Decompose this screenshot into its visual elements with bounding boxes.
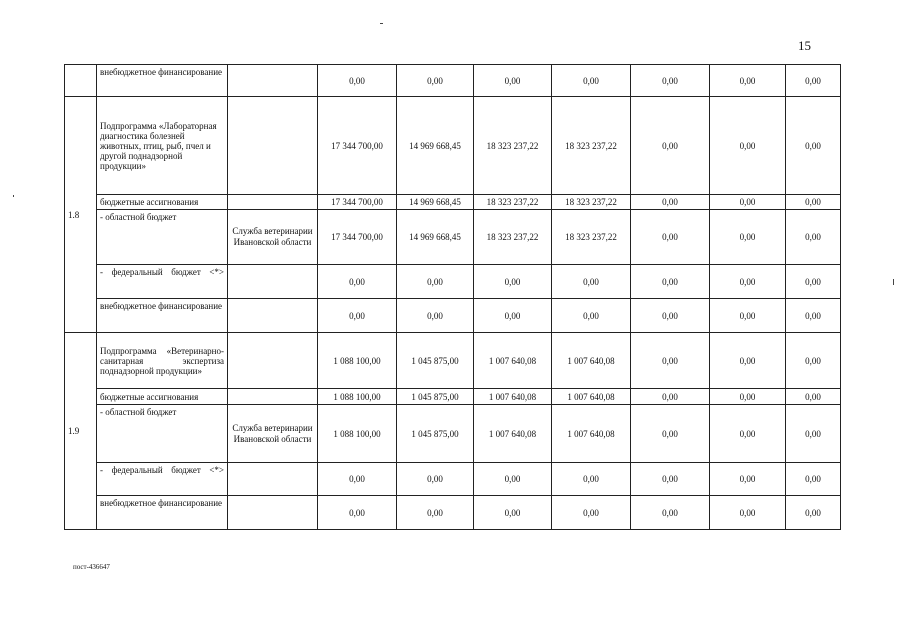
value-cell: 0,00 (631, 210, 710, 265)
value-cell: 0,00 (552, 299, 631, 333)
value-cell: 0,00 (397, 496, 474, 530)
value-cell: 0,00 (631, 333, 710, 389)
executor-cell (228, 299, 318, 333)
value-cell: 0,00 (710, 97, 786, 195)
value-cell: 1 088 100,00 (318, 389, 397, 405)
value-cell: 18 323 237,22 (552, 195, 631, 210)
value-cell: 0,00 (631, 299, 710, 333)
row-name: внебюджетное финансирование (97, 65, 228, 97)
table-row (65, 299, 841, 333)
executor-cell (228, 65, 318, 97)
page-number: 15 (798, 38, 811, 53)
scan-speck (893, 279, 894, 285)
row-name: внебюджетное финансирование (97, 496, 228, 530)
value-cell: 0,00 (786, 210, 841, 265)
value-cell: 1 007 640,08 (552, 333, 631, 389)
value-cell: 14 969 668,45 (397, 97, 474, 195)
value-cell: 0,00 (710, 496, 786, 530)
value-cell: 0,00 (552, 265, 631, 299)
value-cell: 0,00 (318, 65, 397, 97)
table-row (65, 195, 841, 210)
value-cell: 0,00 (631, 389, 710, 405)
value-cell: 0,00 (786, 65, 841, 97)
subprogram-title: Подпрограмма «Ветеринарно-санитарная экспертиза поднадзорной продукции» (97, 333, 228, 389)
value-cell: 0,00 (631, 65, 710, 97)
value-cell: 14 969 668,45 (397, 195, 474, 210)
executor-cell: Служба ветеринарии Ивановской области (228, 405, 318, 463)
value-cell: 1 045 875,00 (397, 389, 474, 405)
subprogram-index: 1.8 (65, 97, 97, 333)
value-cell: 0,00 (710, 405, 786, 463)
executor-cell (228, 496, 318, 530)
row-name: - областной бюджет (97, 210, 228, 265)
value-cell: 1 007 640,08 (474, 389, 552, 405)
document-code: пост-436647 (73, 563, 110, 571)
value-cell: 0,00 (786, 496, 841, 530)
value-cell: 0,00 (786, 97, 841, 195)
value-cell: 17 344 700,00 (318, 97, 397, 195)
value-cell: 0,00 (786, 265, 841, 299)
value-cell: 18 323 237,22 (474, 210, 552, 265)
table-row (65, 463, 841, 496)
executor-cell (228, 389, 318, 405)
value-cell: 0,00 (397, 265, 474, 299)
value-cell: 0,00 (318, 265, 397, 299)
value-cell: 1 088 100,00 (318, 405, 397, 463)
value-cell: 0,00 (710, 333, 786, 389)
value-cell: 0,00 (786, 463, 841, 496)
value-cell: 1 007 640,08 (552, 405, 631, 463)
value-cell: 0,00 (474, 299, 552, 333)
executor-cell (228, 97, 318, 195)
value-cell: 0,00 (318, 463, 397, 496)
value-cell: 0,00 (786, 333, 841, 389)
index-cell (65, 65, 97, 97)
value-cell: 18 323 237,22 (474, 97, 552, 195)
row-name: - федеральный бюджет <*> (97, 463, 228, 496)
value-cell: 0,00 (397, 299, 474, 333)
value-cell: 0,00 (474, 265, 552, 299)
value-cell: 0,00 (710, 299, 786, 333)
value-cell: 0,00 (474, 65, 552, 97)
value-cell: 0,00 (552, 463, 631, 496)
row-name: бюджетные ассигнования (97, 195, 228, 210)
table-row (65, 265, 841, 299)
row-name: бюджетные ассигнования (97, 389, 228, 405)
value-cell: 1 007 640,08 (474, 405, 552, 463)
row-name: внебюджетное финансирование (97, 299, 228, 333)
value-cell: 1 007 640,08 (474, 333, 552, 389)
executor-cell (228, 463, 318, 496)
value-cell: 0,00 (631, 405, 710, 463)
table-row (65, 210, 841, 265)
executor-cell (228, 195, 318, 210)
value-cell: 18 323 237,22 (552, 97, 631, 195)
table-row (65, 496, 841, 530)
value-cell: 0,00 (786, 299, 841, 333)
row-name: - федеральный бюджет <*> (97, 265, 228, 299)
row-name: - областной бюджет (97, 405, 228, 463)
value-cell: 0,00 (397, 463, 474, 496)
value-cell: 0,00 (631, 195, 710, 210)
value-cell: 0,00 (710, 210, 786, 265)
value-cell: 0,00 (631, 463, 710, 496)
value-cell: 0,00 (786, 405, 841, 463)
budget-table (64, 64, 841, 530)
table-row (65, 97, 841, 195)
value-cell: 1 007 640,08 (552, 389, 631, 405)
scan-speck (380, 23, 383, 24)
value-cell: 0,00 (474, 463, 552, 496)
value-cell: 17 344 700,00 (318, 195, 397, 210)
value-cell: 1 045 875,00 (397, 405, 474, 463)
table-row (65, 405, 841, 463)
value-cell: 0,00 (318, 496, 397, 530)
value-cell: 17 344 700,00 (318, 210, 397, 265)
value-cell: 0,00 (710, 65, 786, 97)
subprogram-index: 1.9 (65, 333, 97, 530)
table-row (65, 389, 841, 405)
value-cell: 0,00 (631, 496, 710, 530)
value-cell: 0,00 (474, 496, 552, 530)
subprogram-title: Подпрограмма «Лабораторная диагностика болезней животных, птиц, рыб, пчел и другой поднадзорной продукции» (97, 97, 228, 195)
value-cell: 18 323 237,22 (474, 195, 552, 210)
value-cell: 0,00 (397, 65, 474, 97)
executor-cell (228, 265, 318, 299)
scan-speck (13, 195, 14, 197)
value-cell: 1 088 100,00 (318, 333, 397, 389)
value-cell: 0,00 (786, 389, 841, 405)
value-cell: 0,00 (710, 463, 786, 496)
value-cell: 0,00 (786, 195, 841, 210)
executor-cell (228, 333, 318, 389)
value-cell: 0,00 (552, 65, 631, 97)
value-cell: 0,00 (710, 265, 786, 299)
value-cell: 0,00 (710, 195, 786, 210)
executor-cell: Служба ветеринарии Ивановской области (228, 210, 318, 265)
table-row (65, 65, 841, 97)
value-cell: 14 969 668,45 (397, 210, 474, 265)
value-cell: 0,00 (552, 496, 631, 530)
value-cell: 0,00 (631, 265, 710, 299)
value-cell: 18 323 237,22 (552, 210, 631, 265)
value-cell: 0,00 (318, 299, 397, 333)
value-cell: 1 045 875,00 (397, 333, 474, 389)
value-cell: 0,00 (631, 97, 710, 195)
value-cell: 0,00 (710, 389, 786, 405)
table-row (65, 333, 841, 389)
